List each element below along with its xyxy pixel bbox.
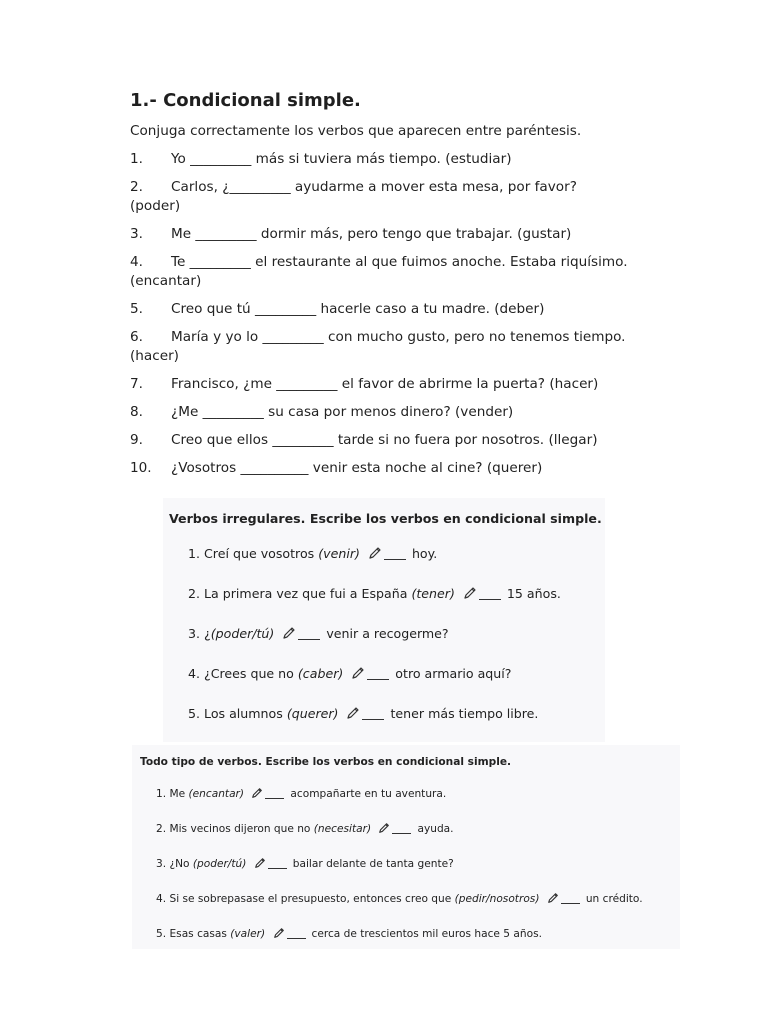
item-text: bailar delante de tanta gente? [292, 858, 454, 870]
exercise-item [130, 375, 630, 394]
item-text-continued: (encantar) [130, 273, 202, 289]
item-number: 8. [130, 404, 143, 420]
exercise-item [130, 403, 630, 422]
item-text: otro armario aquí? [395, 666, 512, 681]
exercise-item [130, 459, 630, 478]
item-text: tener más tiempo libre. [390, 706, 539, 721]
item-number: 4. [130, 254, 143, 270]
item-text: Carlos, ¿_________ ayudarme a mover esta mesa, por favor? (poder) [130, 179, 577, 214]
pencil-icon [378, 822, 390, 837]
answer-blank[interactable] [362, 707, 384, 720]
exercise-item [130, 328, 630, 366]
item-text: ¿Vosotros __________ venir esta noche al cine? (querer) [171, 460, 543, 476]
pencil-icon [346, 706, 360, 723]
pencil-icon [368, 546, 382, 563]
item-number: 6. [130, 329, 143, 345]
item-text: hoy. [411, 546, 438, 561]
verb-hint: (valer) [230, 928, 266, 940]
answer-blank[interactable] [265, 788, 284, 799]
section-instructions: Conjuga correctamente los verbos que aparecen entre paréntesis. [130, 123, 582, 139]
exercise-item [188, 666, 511, 683]
item-text-continued: (hacer) [130, 348, 179, 364]
verb-hint: (tener) [411, 586, 455, 601]
answer-blank[interactable] [479, 587, 501, 600]
exercise-item [188, 586, 561, 603]
answer-blank[interactable] [384, 547, 406, 560]
exercise-item [130, 150, 630, 169]
item-number: 10. [130, 460, 152, 476]
item-text: 1. Me [156, 788, 189, 800]
answer-blank[interactable] [392, 823, 411, 834]
answer-blank[interactable] [287, 928, 306, 939]
exercise-item [156, 927, 542, 942]
exercise-item [188, 626, 449, 643]
verb-hint: (venir) [318, 546, 360, 561]
verb-hint: (poder/tú) [192, 858, 247, 870]
item-text: 2. La primera vez que fui a España [188, 586, 412, 601]
item-text: Yo _________ más si tuviera más tiempo. (estudiar) [171, 151, 512, 167]
exercise-list [130, 150, 630, 487]
item-text: 1. Creí que vosotros [188, 546, 319, 561]
item-text: acompañarte en tu aventura. [290, 788, 447, 800]
pencil-icon [547, 892, 559, 907]
answer-blank[interactable] [561, 893, 580, 904]
exercise-item [156, 787, 446, 802]
item-text: cerca de trescientos mil euros hace 5 años. [311, 928, 542, 940]
section-title: 1.- Condicional simple. [130, 90, 361, 111]
item-text: 5. Los alumnos [188, 706, 287, 721]
irregular-verbs-exercise [163, 498, 605, 742]
all-verbs-exercise [132, 745, 680, 949]
exercise-item [130, 225, 630, 244]
item-text: 3. ¿No [156, 858, 193, 870]
item-text: 4. ¿Crees que no [188, 666, 298, 681]
item-text: 5. Esas casas [156, 928, 231, 940]
answer-blank[interactable] [268, 858, 287, 869]
item-text: venir a recogerme? [326, 626, 449, 641]
exercise-item [130, 431, 630, 450]
item-text: 3. ¿ [188, 626, 211, 641]
item-number: 9. [130, 432, 143, 448]
pencil-icon [282, 626, 296, 643]
item-text: María y yo lo _________ con mucho gusto, pero no tenemos tiempo. [171, 329, 626, 345]
item-text: Te _________ el restaurante al que fuimos anoche. Estaba riquísimo. [171, 254, 628, 270]
item-number: 2. [130, 179, 143, 195]
item-text: 15 años. [506, 586, 561, 601]
verb-hint: (poder/tú) [210, 626, 275, 641]
exercise-box-title: Verbos irregulares. Escribe los verbos en condicional simple. [169, 511, 602, 526]
answer-blank[interactable] [367, 667, 389, 680]
exercise-item [156, 892, 643, 907]
item-text: Creo que ellos _________ tarde si no fuera por nosotros. (llegar) [171, 432, 598, 448]
pencil-icon [251, 787, 263, 802]
exercise-item [188, 706, 538, 723]
exercise-item [156, 822, 454, 837]
verb-hint: (encantar) [188, 788, 245, 800]
exercise-item [188, 546, 437, 563]
exercise-item [130, 300, 630, 319]
item-number: 3. [130, 226, 143, 242]
verb-hint: (querer) [286, 706, 339, 721]
exercise-item [130, 178, 630, 216]
answer-blank[interactable] [298, 627, 320, 640]
item-text: 4. Si se sobrepasase el presupuesto, entonces creo que [156, 893, 455, 905]
item-number: 5. [130, 301, 143, 317]
item-text: Me _________ dormir más, pero tengo que trabajar. (gustar) [171, 226, 572, 242]
item-text: ayuda. [417, 823, 454, 835]
exercise-box-title: Todo tipo de verbos. Escribe los verbos en condicional simple. [140, 756, 512, 768]
pencil-icon [463, 586, 477, 603]
item-text: ¿Me _________ su casa por menos dinero? (vender) [171, 404, 514, 420]
item-text: Creo que tú _________ hacerle caso a tu madre. (deber) [171, 301, 545, 317]
item-text: un crédito. [585, 893, 643, 905]
pencil-icon [254, 857, 266, 872]
exercise-item [156, 857, 454, 872]
item-number: 1. [130, 151, 143, 167]
pencil-icon [351, 666, 365, 683]
verb-hint: (pedir/nosotros) [454, 893, 540, 905]
pencil-icon [273, 927, 285, 942]
verb-hint: (necesitar) [313, 823, 372, 835]
item-text: Francisco, ¿me _________ el favor de abrirme la puerta? (hacer) [171, 376, 599, 392]
exercise-item [130, 253, 630, 291]
item-text: 2. Mis vecinos dijeron que no [156, 823, 314, 835]
item-number: 7. [130, 376, 143, 392]
verb-hint: (caber) [297, 666, 344, 681]
